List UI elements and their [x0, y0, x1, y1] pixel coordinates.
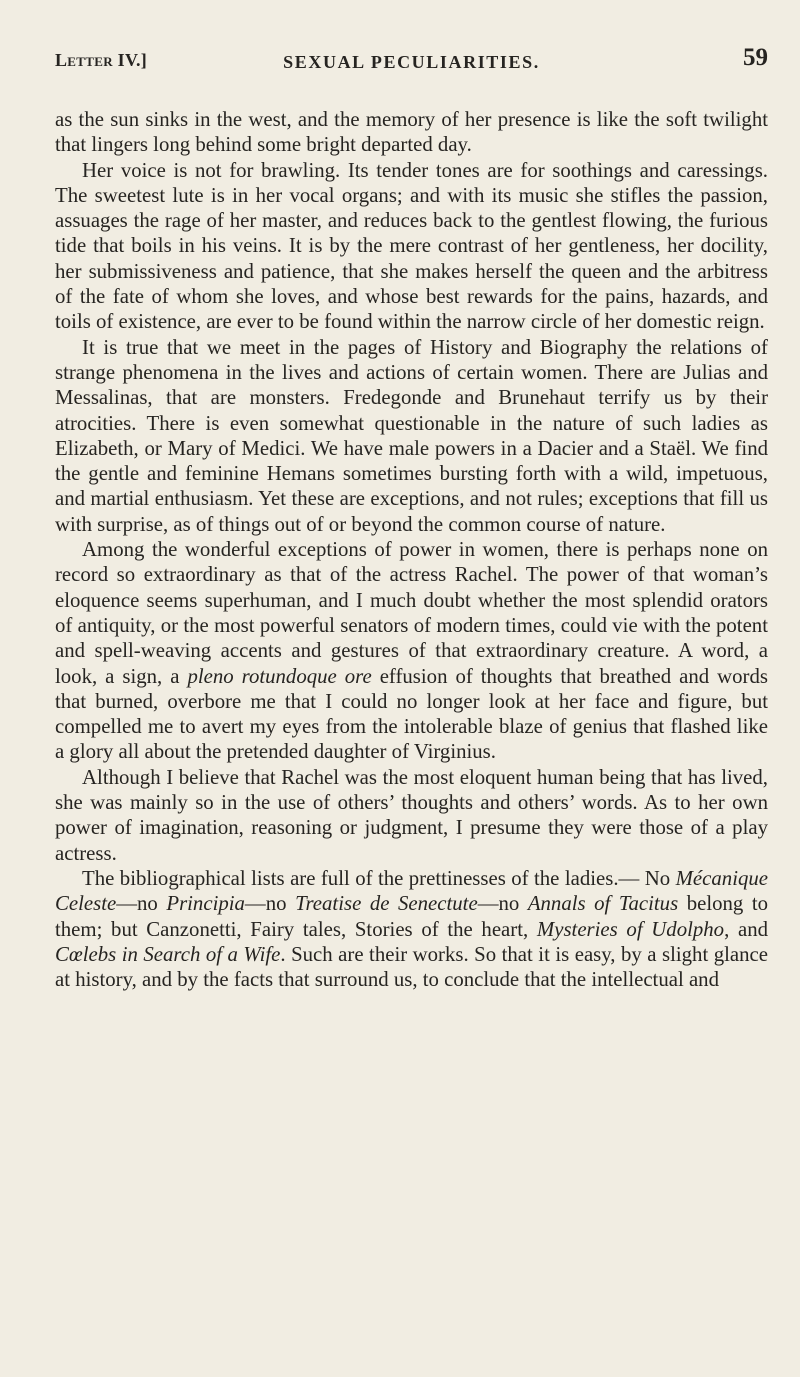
book-title: Annals of Tacitus: [527, 892, 679, 916]
book-title: Principia: [166, 892, 245, 916]
paragraph-text: The bibliographical lists are full of the prettinesses of the ladies.— No: [82, 866, 676, 890]
paragraph-6: [55, 866, 768, 992]
paragraph-4: [55, 537, 768, 765]
page-number: 59: [743, 44, 768, 71]
paragraph-text: as the sun sinks in the west, and the memory of her presence is like the soft twilight that lingers long behind some bright departed day.: [55, 108, 768, 157]
paragraph-text: Among the wonderful exceptions of power in women, there is perhaps none on record so extraordinary as that of the actress Rachel. The power of that woman’s eloquence seems superhuman, and I much doubt whether the most splendid orators of antiquity, or the most powerful senators of modern times, could vie with the potent and spell-weaving accents and gestures of that extraordinary creature. A word, a look, a sign, a: [55, 538, 768, 688]
paragraph-text: It is true that we meet in the pages of History and Biography the relations of strange phenomena in the lives and actions of certain women. There are Julias and Messalinas, that are monsters. Fredegonde and Brunehaut terrify us by their atrocities. There is even somewhat questionable in the nature of such ladies as Elizabeth, or Mary of Medici. We have male powers in a Dacier and a Staël. We find the gentle and feminine Hemans sometimes bursting forth with a wild, impetuous, and martial enthusiasm. Yet these are exceptions, and not rules; exceptions that fill us with surprise, as of things out of or beyond the common course of nature.: [55, 335, 768, 536]
paragraph-text: . Such are their works. So that it is easy, by a slight glance at history, and by the facts that surround us, to conclude that the intellectual and: [55, 942, 768, 992]
paragraph-text: —no: [477, 892, 528, 916]
paragraph-3: [55, 335, 768, 537]
paragraph-text: effusion of thoughts that breathed and words that burned, overbore me that I could no longer look at her face and figure, but compelled me to avert my eyes from the intolerable blaze of genius that flashed like a glory all about the pretended daughter of Virginius.: [55, 664, 768, 764]
book-title: Cœlebs in Search of a Wife: [55, 942, 281, 966]
letter-marker: Letter IV.]: [55, 50, 148, 70]
book-title: Mysteries of Udolpho: [536, 917, 725, 941]
paragraph-text: , and: [724, 917, 769, 941]
paragraph-text: belong to them; but Canzonetti, Fairy tales, Stories of the heart,: [55, 892, 769, 941]
latin-phrase: pleno rotundoque ore: [187, 664, 372, 688]
paragraph-text: —no: [244, 892, 296, 916]
page-body: [55, 107, 768, 992]
paragraph-2: [55, 158, 768, 335]
paragraph-text: Her voice is not for brawling. Its tender tones are for soothings and caressings. The sweetest lute is in her vocal organs; and with its music she stifles the passion, assuages the rage of her master, and reduces back to the gentlest flowing, the furious tide that boils in his veins. It is by the mere contrast of her gentleness, her docility, her submissiveness and patience, that she makes herself the queen and the arbitress of the fate of whom she loves, and whose best rewards for the pains, hazards, and toils of existence, are ever to be found within the narrow circle of her domestic reign.: [55, 158, 768, 334]
running-header: [55, 44, 768, 80]
book-title: Mécanique Celeste: [55, 866, 768, 916]
paragraph-5: [55, 765, 768, 866]
paragraph-1: [55, 107, 768, 158]
paragraph-text: —no: [116, 892, 167, 916]
book-title: Treatise de Senectute: [295, 892, 478, 916]
running-title: SEXUAL PECULIARITIES.: [283, 52, 540, 72]
paragraph-text: Although I believe that Rachel was the most eloquent human being that has lived, she was mainly so in the use of others’ thoughts and others’ words. As to her own power of imagination, reasoning or judgment, I presume they were those of a play actress.: [55, 765, 768, 865]
